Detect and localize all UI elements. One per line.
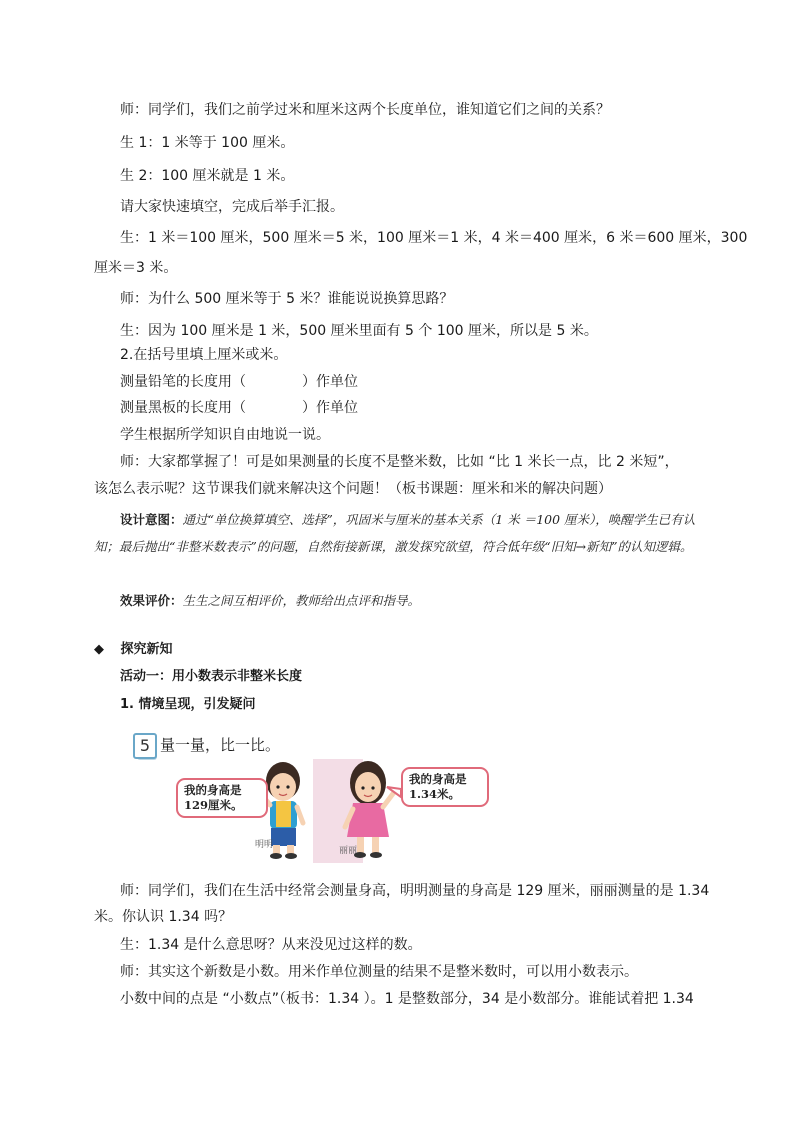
design-intent-text: 通过“单位换算填空、选择”，巩固米与厘米的基本关系（1 米 ＝100 厘米），唤醒学生已有认知；最后抛出“非整米数表示”的问题，自然衔接新课，激发探究欲望，符合低年级“旧知→新知”的认知逻辑。 (94, 512, 696, 554)
instruction-fill: 请大家快速填空，完成后举手汇报。 (120, 199, 344, 215)
student-1-answer: 生 1：1 米等于 100 厘米。 (120, 135, 295, 151)
girl-speech-bubble (401, 767, 489, 807)
blank-q2-after: ）作单位 (302, 400, 358, 416)
activity-title: 活动一：用小数表示非整米长度 (120, 669, 303, 684)
diamond-bullet-icon: ◆ (94, 642, 104, 657)
blank-q2-before: 测量黑板的长度用（ (120, 400, 246, 416)
student-fill-line-1: 生：1 米＝100 厘米，500 厘米＝5 米，100 厘米＝1 米，4 米＝400 厘米，6 米＝600 厘米，300 (120, 230, 748, 246)
textbook-illustration (133, 731, 483, 863)
blank-q1-after: ）作单位 (302, 374, 358, 390)
design-intent-label: 设计意图： (120, 512, 183, 527)
section-title: 探究新知 (120, 642, 173, 657)
teacher-decimal-intro: 师：其实这个新数是小数。用米作单位测量的结果不是整米数时，可以用小数表示。 (120, 964, 638, 980)
student-free-talk: 学生根据所学知识自由地说一说。 (120, 427, 330, 443)
decimal-point-explanation: 小数中间的点是 “小数点”（板书：1.34 ）。1 是整数部分，34 是小数部分。谁能试着把 1.34 (120, 991, 694, 1007)
girl-name-label: 丽丽 (339, 846, 358, 856)
blank-question-blackboard (120, 398, 358, 418)
student-fill-line-2: 厘米＝3 米。 (94, 260, 178, 276)
blank-question-pencil (120, 372, 358, 392)
teacher-question-1: 师：同学们，我们之前学过米和厘米这两个长度单位，谁知道它们之间的关系？ (120, 102, 610, 118)
student-2-answer: 生 2：100 厘米就是 1 米。 (120, 168, 295, 184)
girl-bubble-line-2: 1.34米。 (409, 787, 461, 801)
student-question-decimal: 生：1.34 是什么意思呀？从来没见过这样的数。 (120, 937, 422, 953)
teacher-height-line-2: 米。你认识 1.34 吗？ (94, 909, 233, 925)
teacher-question-2: 师：为什么 500 厘米等于 5 米？谁能说说换算思路？ (120, 291, 454, 307)
exercise-2-title: 2.在括号里填上厘米或米。 (120, 347, 288, 363)
teacher-transition-1: 师：大家都掌握了！可是如果测量的长度不是整米数，比如 “比 1 米长一点，比 2 米短”， (120, 454, 679, 470)
boy-bubble-line-1: 我的身高是 (184, 783, 242, 797)
teacher-transition-2: 该怎么表示呢？这节课我们就来解决这个问题！（板书课题：厘米和米的解决问题） (94, 481, 612, 497)
section-heading (94, 640, 173, 660)
effect-evaluation-text: 生生之间互相评价，教师给出点评和指导。 (182, 593, 421, 608)
teacher-height-line-1: 师：同学们，我们在生活中经常会测量身高，明明测量的身高是 129 厘米，丽丽测量的是 1.34 (120, 883, 710, 899)
illustration-title: 量一量，比一比。 (160, 736, 281, 754)
boy-bubble-line-2: 129厘米。 (184, 798, 243, 812)
student-explanation: 生：因为 100 厘米是 1 米，500 厘米里面有 5 个 100 厘米，所以是 5 米。 (120, 323, 598, 339)
effect-evaluation (94, 587, 700, 614)
girl-bubble-line-1: 我的身高是 (409, 772, 467, 786)
step-title: 1. 情境呈现，引发疑问 (120, 697, 256, 712)
boy-speech-bubble (176, 778, 268, 818)
effect-evaluation-label: 效果评价： (120, 593, 183, 608)
blank-q1-before: 测量铅笔的长度用（ (120, 374, 246, 390)
design-intent (94, 506, 700, 560)
boy-name-label: 明明 (255, 840, 274, 850)
exercise-number-box: 5 (133, 733, 157, 759)
